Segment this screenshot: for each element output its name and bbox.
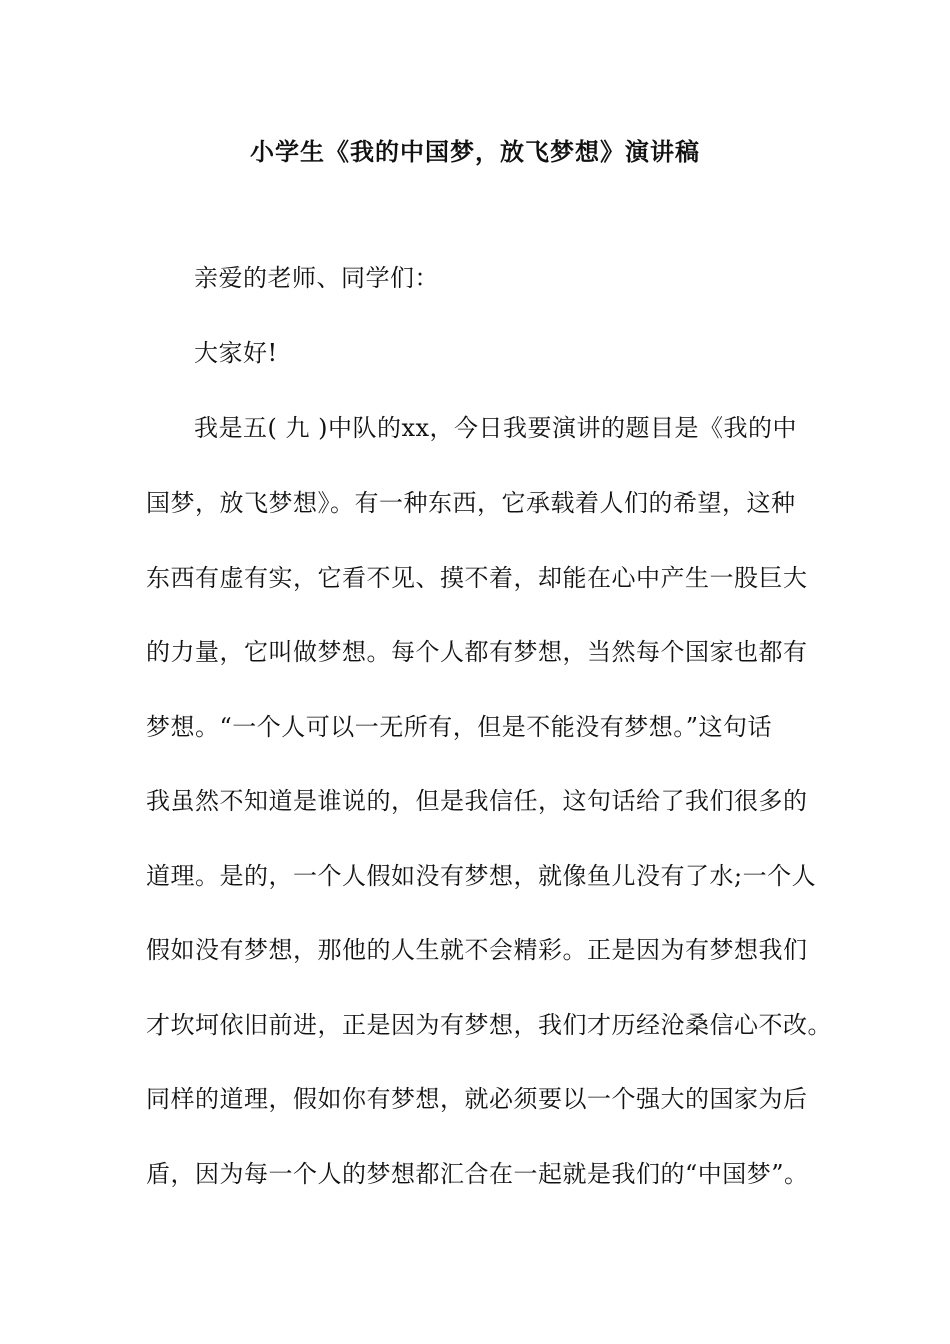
paragraph-line: 东西有虚有实，它看不见、摸不着，却能在心中产生一股巨大 [146,564,808,592]
paragraph-line: 我虽然不知道是谁说的，但是我信任，这句话给了我们很多的 [146,787,808,815]
paragraph-line: 国梦，放飞梦想》。有一种东西，它承载着人们的希望，这种 [146,489,796,517]
paragraph-line: 梦想。“一个人可以一无所有，但是不能没有梦想。”这句话 [146,713,773,741]
paragraph-line: 才坎坷依旧前进，正是因为有梦想，我们才历经沧桑信心不改。 [146,1011,832,1039]
paragraph-line: 盾，因为每一个人的梦想都汇合在一起就是我们的“中国梦”。 [146,1160,809,1188]
paragraph-line: 我是五( 九 )中队的xx，今日我要演讲的题目是《我的中 [194,414,798,442]
paragraph-line: 的力量，它叫做梦想。每个人都有梦想，当然每个国家也都有 [146,638,808,666]
paragraph-line: 同样的道理，假如你有梦想，就必须要以一个强大的国家为后 [146,1085,808,1113]
paragraph-line: 道理。是的，一个人假如没有梦想，就像鱼儿没有了水;一个人 [146,862,817,890]
greeting-line: 大家好! [194,339,278,367]
salutation-line: 亲爱的老师、同学们： [194,264,439,292]
paragraph-line: 假如没有梦想，那他的人生就不会精彩。正是因为有梦想我们 [146,936,808,964]
document-title: 小学生《我的中国梦，放飞梦想》演讲稿 [250,137,700,166]
